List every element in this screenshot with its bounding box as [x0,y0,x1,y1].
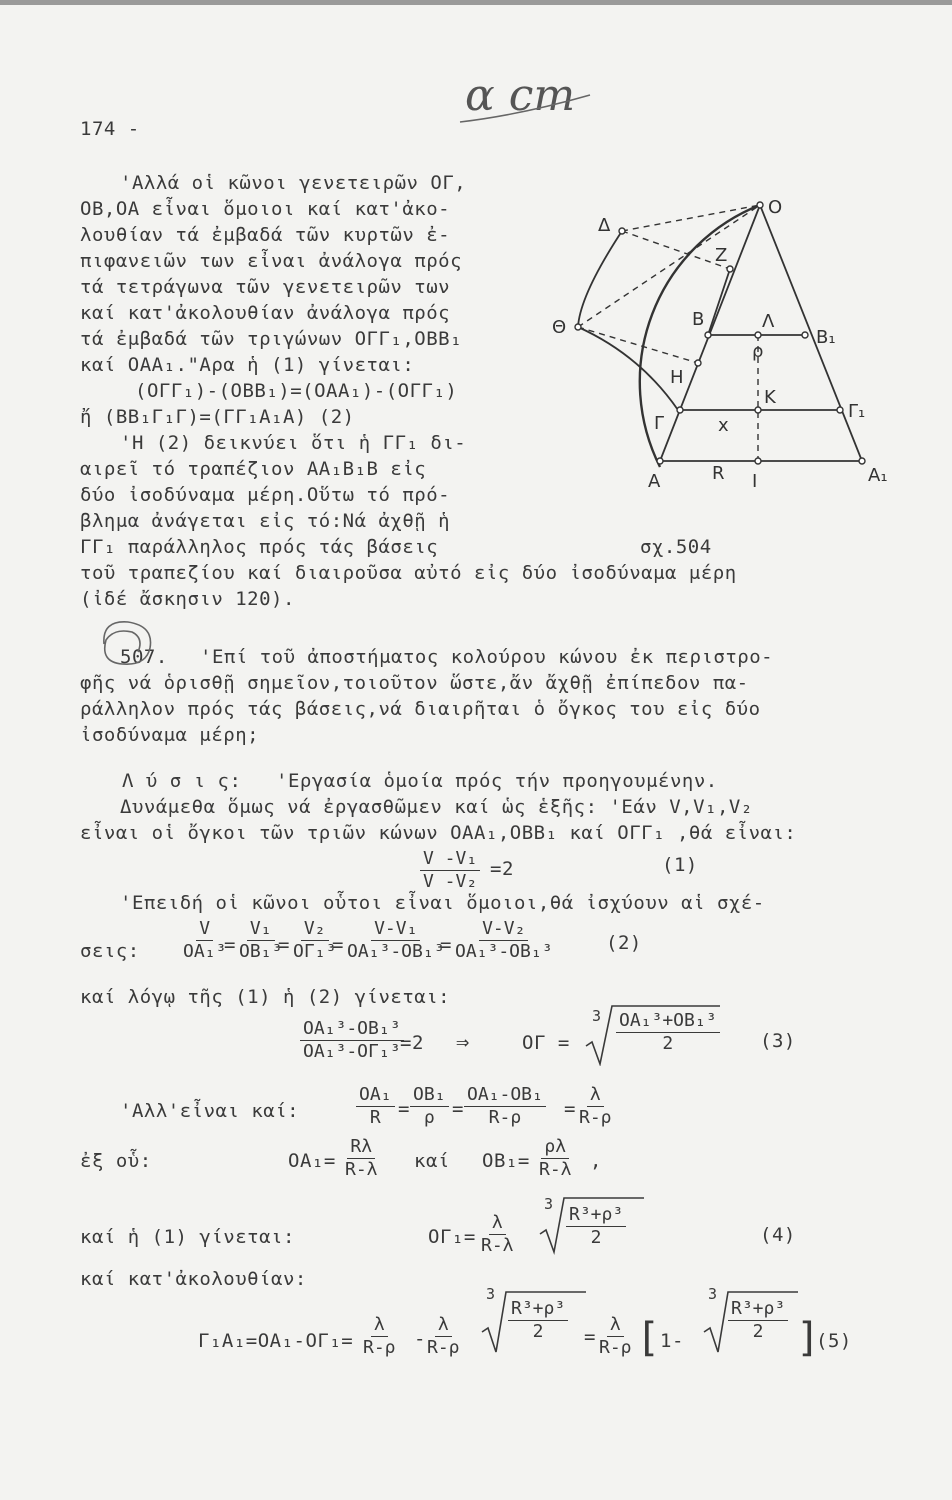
label-x: x [718,415,729,436]
equals-sign: = [564,1098,576,1120]
eq5-fraction-1 [342,1136,381,1181]
handwritten-note [440,60,610,130]
label-h: H [670,367,684,388]
eq7-root2-fraction [728,1298,788,1343]
fraction-numerator: R³+ρ³ [566,1204,626,1227]
fraction-denominator: ΟΒ₁³ [239,941,283,962]
eq6-lhs: ΟΓ₁= [428,1226,476,1248]
fraction-numerator: Rλ [347,1136,375,1159]
fraction-denominator: R-ρ [427,1337,460,1358]
fraction-denominator: ρ [423,1107,435,1128]
eq4-fraction-2 [410,1084,449,1129]
eq3-root-fraction [616,1010,720,1055]
fraction-numerator: λ [435,1314,452,1337]
geometry-figure [540,185,900,505]
eq7-root-fraction [508,1298,568,1343]
text-line: 'Η (2) δεικνύει ὅτι ἡ ΓΓ₁ δι- [120,432,467,454]
fraction-denominator: 2 [532,1321,544,1342]
label-theta: Θ [552,317,567,338]
text-line: καί λόγῳ τῆς (1) ἡ (2) γίνεται: [80,986,451,1008]
equals-sign: = [332,934,344,956]
text-line: ἤ (ΒΒ₁Γ₁Γ)=(ΓΓ₁Α₁Α) (2) [80,406,355,428]
text-line: ΟΒ,ΟΑ εἶναι ὅμοιοι καί κατ'ἀκο- [80,198,451,220]
fraction-denominator: R-ρ [488,1107,522,1128]
eq5-tail: , [590,1150,602,1172]
equals-sign: = [452,1098,464,1120]
label-r: R [712,463,725,484]
eq2-fraction-5 [452,918,556,963]
problem-number: 507. [120,646,168,668]
text-line: βλημα ἀνάγεται εἰς τό:Νά ἀχθῇ ἡ [80,510,451,532]
fraction-denominator: 2 [752,1321,764,1342]
fraction-numerator: λ [371,1314,388,1337]
label-gamma1: Γ₁ [848,401,866,422]
text-line: τά τετράγωνα τῶν γενετειρῶν των [80,276,451,298]
text-line: αιρεῖ τό τραπέζιον ΑΑ₁Β₁Β εἰς [80,458,427,480]
fraction-denominator: ΟΑ₁³-ΟΒ₁³ [455,941,553,962]
eq2-lead: σεις: [80,940,140,962]
label-b: B [692,309,705,330]
text-line: καί κατ'ἀκολουθίαν: [80,1268,307,1290]
left-bracket: [ [636,1315,661,1361]
root-index: 3 [592,1007,602,1025]
fraction-numerator: V [196,918,213,941]
eq6-fraction [478,1212,517,1257]
root-index: 3 [486,1285,496,1303]
fraction-denominator: R-ρ [599,1337,632,1358]
fraction-numerator: V₁ [247,918,275,941]
solution-heading: Λ ύ σ ι ς: [122,770,242,792]
fraction-numerator: V -V₁ [420,848,480,871]
text-line: (ΟΓΓ₁)-(ΟΒΒ₁)=(ΟΑΑ₁)-(ΟΓΓ₁) [135,380,458,402]
text-line: ράλληλον πρός τάς βάσεις,νά διαιρῆται ὁ ὄγκος του εἰς δύο [80,698,761,720]
label-z: Z [715,245,728,266]
label-b1: B₁ [816,327,836,348]
fraction-numerator: R³+ρ³ [508,1298,568,1321]
fraction-numerator: λ [607,1314,624,1337]
eq2-tag: (2) [606,932,642,954]
handwritten-note-text: α cm [465,70,576,121]
fraction-denominator: 2 [662,1033,674,1054]
fraction-numerator: ΟΑ₁ [356,1084,395,1107]
eq4-fraction-3 [464,1084,546,1129]
fraction-numerator: ΟΑ₁³+ΟΒ₁³ [616,1010,720,1033]
text-line: ἰσοδύναμα μέρη; [80,724,260,746]
bracket-one: 1- [660,1330,684,1352]
scribble-mark [92,614,162,670]
label-delta: Δ [598,215,611,236]
eq3-fraction [300,1018,404,1063]
fraction-denominator: R-λ [481,1235,514,1256]
fraction-denominator: R-ρ [579,1107,612,1128]
eq7-fraction-1 [360,1314,399,1359]
fraction-denominator: ΟΓ₁³ [293,941,337,962]
eq7-fraction-2 [424,1314,463,1359]
label-lambda: Λ [762,311,775,332]
text-line: πιφανειῶν των εἶναι ἀνάλογα πρός [80,250,463,272]
figure-caption: σχ.504 [640,536,712,558]
fraction-numerator: R³+ρ³ [728,1298,788,1321]
eq1-rhs: =2 [490,858,514,880]
fraction-denominator: ΟΑ₁³-ΟΒ₁³ [347,941,445,962]
text-line: 'Επειδή οἱ κῶνοι οὗτοι εἶναι ὅμοιοι,θά ἰσχύουν αἱ σχέ- [120,892,765,914]
equals-sign: = [584,1326,596,1348]
eq4-fraction-1 [356,1084,395,1129]
page-top-edge [0,0,952,5]
eq5-mid: καί [414,1150,450,1172]
minus-sign: - [414,1328,426,1350]
fraction-numerator: ΟΑ₁³-ΟΒ₁³ [300,1018,404,1041]
fraction-denominator: ΟΑ₁³-ΟΓ₁³ [303,1041,401,1062]
eq6-root-fraction [566,1204,626,1249]
equals-sign: = [278,934,290,956]
text-line: ΓΓ₁ παράλληλος πρός τάς βάσεις [80,536,439,558]
root-index: 3 [708,1285,718,1303]
eq3-lhs2: ΟΓ = [522,1032,570,1054]
label-k: K [764,387,776,408]
text-line: φῆς νά ὁρισθῇ σημεῖον,τοιοῦτον ὥστε,ἄν ἄχθῇ ἐπίπεδον πα- [80,672,749,694]
eq5-lead: ἐξ οὗ: [80,1150,152,1172]
eq1-tag: (1) [662,854,698,876]
label-a: A [648,471,661,492]
text-line: εἶναι οἱ ὄγκοι τῶν τριῶν κώνων ΟΑΑ₁,ΟΒΒ₁ καί ΟΓΓ₁ ,θά εἶναι: [80,822,797,844]
eq5-lhs1: ΟΑ₁= [288,1150,336,1172]
fraction-numerator: λ [489,1212,506,1235]
eq6-tag: (4) [760,1224,796,1246]
text-line: 'Επί τοῦ ἀποστήματος κολούρου κώνου ἐκ περιστρο- [200,646,774,668]
eq2-fraction-4 [344,918,448,963]
text-line: λουθίαν τά ἐμβαδά τῶν κυρτῶν ἐ- [80,224,451,246]
fraction-denominator: R-λ [345,1159,378,1180]
fraction-denominator: R-λ [539,1159,572,1180]
label-i: I [752,471,758,492]
eq2-fraction-1 [180,918,229,963]
fraction-numerator: V-V₂ [479,918,528,941]
implies-arrow: ⇒ [456,1030,470,1055]
label-gamma: Γ [654,413,665,434]
text-line: καί κατ'ἀκολουθίαν ἀνάλογα πρός [80,302,451,324]
text-line: 'Αλλά οἱ κῶνοι γενετειρῶν ΟΓ, [120,172,467,194]
eq1-fraction [420,848,480,893]
text-line: Δυνάμεθα ὅμως νά ἐργασθῶμεν καί ὡς ἑξῆς: 'Εάν V,V₁,V₂ [120,796,753,818]
root-index: 3 [544,1195,554,1213]
fraction-numerator: ρλ [541,1136,569,1159]
eq3-tag: (3) [760,1030,796,1052]
fraction-numerator: V-V₁ [371,918,420,941]
fraction-numerator: ΟΑ₁-ΟΒ₁ [464,1084,546,1107]
equals-sign: = [398,1098,410,1120]
text-line: τά ἐμβαδά τῶν τριγώνων ΟΓΓ₁,ΟΒΒ₁ [80,328,463,350]
eq6-lead: καί ἡ (1) γίνεται: [80,1226,295,1248]
label-o: O [768,197,783,218]
eq5-fraction-2 [536,1136,575,1181]
eq4-fraction-4 [576,1084,615,1129]
fraction-denominator: R [369,1107,381,1128]
text-line: τοῦ τραπεζίου καί διαιροῦσα αὐτό εἰς δύο ἰσοδύναμα μέρη [80,562,737,584]
text-line: (ἰδέ ἄσκησιν 120). [80,588,295,610]
fraction-denominator: V -V₂ [423,871,478,892]
eq3-rhs: =2 [400,1032,424,1054]
label-a1: A₁ [868,465,888,486]
equals-sign: = [224,934,236,956]
fraction-denominator: R-ρ [363,1337,396,1358]
eq5-lhs2: ΟΒ₁= [482,1150,530,1172]
page-number: 174 - [80,118,140,140]
fraction-numerator: ΟΒ₁ [410,1084,449,1107]
fraction-denominator: ΟΑ₁³ [183,941,227,962]
equals-sign: = [440,934,452,956]
eq7-lhs: Γ₁Α₁=ΟΑ₁-ΟΓ₁= [198,1330,354,1352]
eq7-fraction-3 [596,1314,635,1359]
eq7-tag: (5) [816,1330,852,1352]
label-rho: ρ [752,341,764,362]
fraction-numerator: V₂ [301,918,329,941]
eq4-lead: 'Αλλ'εἶναι καί: [120,1100,300,1122]
fraction-numerator: λ [587,1084,604,1107]
text-line: καί ΟΑΑ₁."Αρα ἡ (1) γίνεται: [80,354,415,376]
text-line: δύο ἰσοδύναμα μέρη.Οὕτω τό πρό- [80,484,451,506]
text-line: 'Εργασία ὁμοία πρός τήν προηγουμένην. [276,770,718,792]
right-bracket: ] [796,1315,821,1361]
fraction-denominator: 2 [590,1227,602,1248]
